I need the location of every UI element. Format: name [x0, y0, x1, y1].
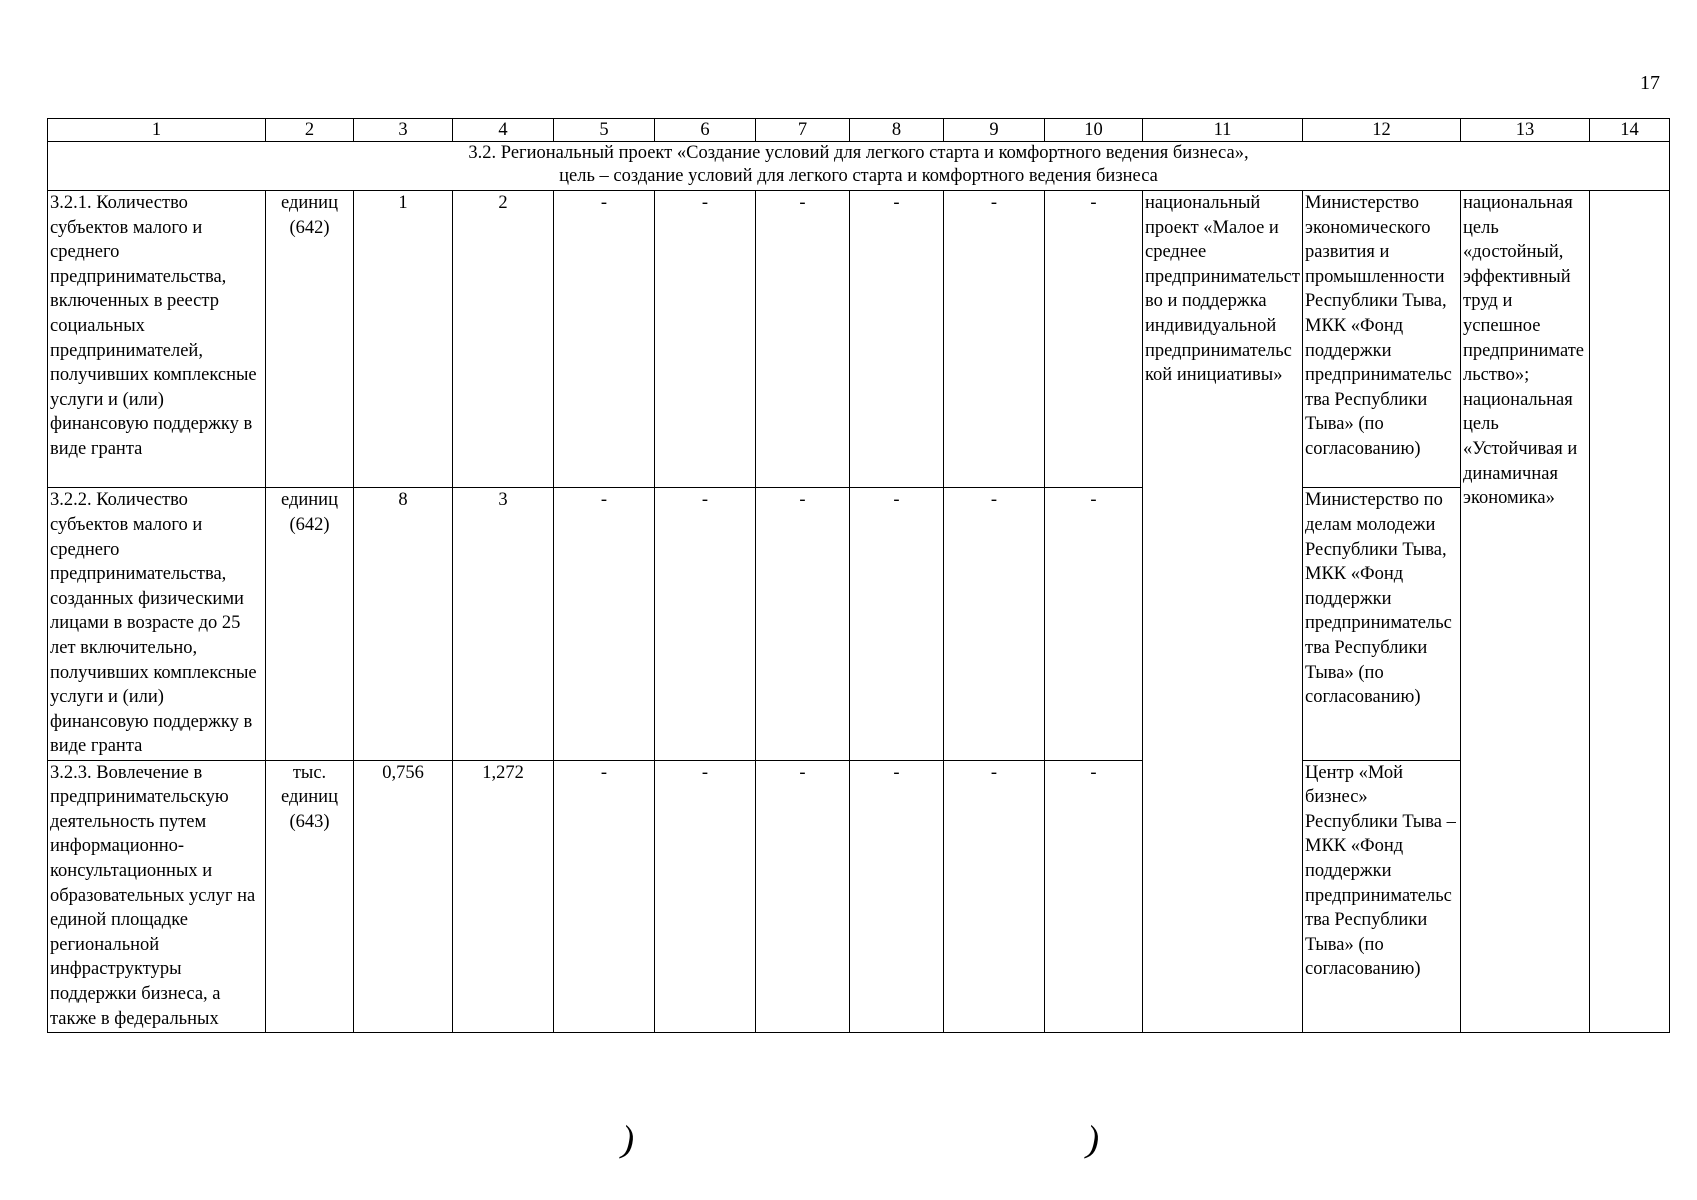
- section-goal: цель – создание условий для легкого старта и комфортного ведения бизнеса: [559, 166, 1158, 187]
- value-cell: -: [850, 488, 944, 760]
- column-number: 6: [655, 119, 756, 142]
- value-cell: 8: [354, 488, 453, 760]
- value-cell: -: [944, 488, 1045, 760]
- value-cell: -: [756, 191, 850, 488]
- column-number: 8: [850, 119, 944, 142]
- responsible-cell: Центр «Мой бизнес» Республики Тыва – МКК «Фонд поддержки предпринимательства Республики Тыва» (по согласованию): [1303, 760, 1461, 1032]
- value-cell: -: [554, 760, 655, 1032]
- responsible-cell: Министерство экономического развития и промышленности Республики Тыва, МКК «Фонд поддержки предпринимательства Республики Тыва» (по согласованию): [1303, 191, 1461, 488]
- value-cell: -: [554, 191, 655, 488]
- value-cell: -: [850, 191, 944, 488]
- scan-mark-right: ): [1082, 1118, 1104, 1162]
- national-project-cell: национальный проект «Малое и среднее предпринимательство и поддержка индивидуальной предпринимательской инициативы»: [1143, 191, 1303, 1033]
- value-cell: -: [756, 760, 850, 1032]
- value-cell: 1: [354, 191, 453, 488]
- value-cell: 3: [453, 488, 554, 760]
- page-number: 17: [1640, 72, 1660, 94]
- value-cell: -: [655, 760, 756, 1032]
- value-cell: -: [944, 191, 1045, 488]
- column-number: 9: [944, 119, 1045, 142]
- column-number: 1: [48, 119, 266, 142]
- column-number: 13: [1461, 119, 1590, 142]
- national-goal-cell: национальная цель «достойный, эффективный труд и успешное предпринимательство»; национальная цель «Устойчивая и динамичная экономика»: [1461, 191, 1590, 1033]
- indicator-name: 3.2.2. Количество субъектов малого и среднего предпринимательства, созданных физическими лицами в возрасте до 25 лет включительно, получивших комплексные услуги и (или) финансовую поддержку в виде гранта: [48, 488, 266, 760]
- value-cell: -: [655, 488, 756, 760]
- column-number: 10: [1045, 119, 1143, 142]
- section-header: [48, 142, 1670, 191]
- value-cell: -: [554, 488, 655, 760]
- value-cell: 1,272: [453, 760, 554, 1032]
- value-cell: -: [655, 191, 756, 488]
- column-number: 14: [1590, 119, 1670, 142]
- indicator-name: 3.2.1. Количество субъектов малого и среднего предпринимательства, включенных в реестр социальных предпринимателей, получивших комплексные услуги и (или) финансовую поддержку в виде гранта: [48, 191, 266, 488]
- column-number: 11: [1143, 119, 1303, 142]
- column-number: 12: [1303, 119, 1461, 142]
- value-cell: -: [1045, 488, 1143, 760]
- column-number-row: [48, 119, 1670, 142]
- unit-cell: единиц (642): [266, 191, 354, 488]
- indicator-name: 3.2.3. Вовлечение в предпринимательскую деятельность путем информационно-консультационных и образовательных услуг на единой площадке региональной инфраструктуры поддержки бизнеса, а также в федеральных: [48, 760, 266, 1032]
- column-14-cell: [1590, 191, 1670, 1033]
- responsible-cell: Министерство по делам молодежи Республики Тыва, МКК «Фонд поддержки предпринимательства Республики Тыва» (по согласованию): [1303, 488, 1461, 760]
- value-cell: -: [1045, 191, 1143, 488]
- unit-cell: тыс. единиц (643): [266, 760, 354, 1032]
- section-title: 3.2. Региональный проект «Создание условий для легкого старта и комфортного ведения бизнеса»,: [468, 143, 1249, 164]
- column-number: 7: [756, 119, 850, 142]
- section-header-row: [48, 142, 1670, 191]
- value-cell: -: [1045, 760, 1143, 1032]
- value-cell: -: [850, 760, 944, 1032]
- value-cell: 0,756: [354, 760, 453, 1032]
- value-cell: 2: [453, 191, 554, 488]
- indicators-table: [47, 118, 1670, 1033]
- column-number: 5: [554, 119, 655, 142]
- column-number: 3: [354, 119, 453, 142]
- table-row: [48, 760, 1670, 1032]
- scan-mark-left: ): [617, 1118, 639, 1162]
- column-number: 2: [266, 119, 354, 142]
- table-row: [48, 191, 1670, 488]
- table-row: [48, 488, 1670, 760]
- unit-cell: единиц (642): [266, 488, 354, 760]
- value-cell: -: [944, 760, 1045, 1032]
- column-number: 4: [453, 119, 554, 142]
- value-cell: -: [756, 488, 850, 760]
